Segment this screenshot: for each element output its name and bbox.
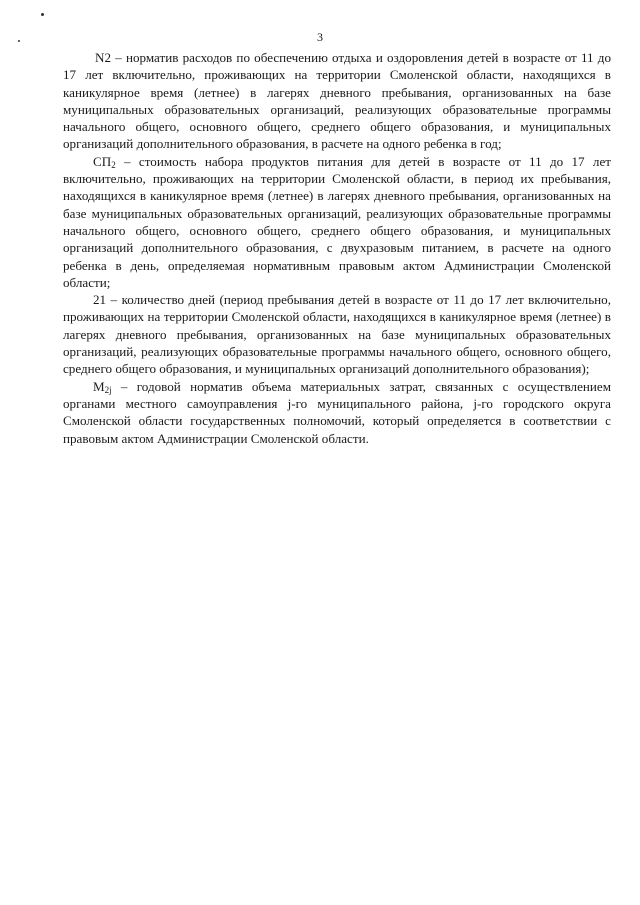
definition-text: – норматив расходов по обеспечению отдыха и оздоровления детей в возрасте от 11 до 17 лет включительно, проживающих на территории Смоленской области, находящихся в каникулярное время (летнее) в лагерях дневного пребывания, организованных на базе муниципальных образовательных организаций, реализующих образовательные программы начального общего, основного общего, среднего общего образования, и муниципальных организаций дополнительного образования, в расчете на одного ребенка в год; [63, 50, 611, 152]
definition-paragraph [63, 378, 611, 447]
scan-speck [41, 13, 44, 16]
definition-paragraph [63, 49, 611, 153]
definition-text: – количество дней (период пребывания детей в возрасте от 11 до 17 лет включительно, проживающих на территории Смоленской области, находящихся в каникулярное время (летнее) в лагерях дневного пребывания, организованных на базе муниципальных образовательных организаций, реализующих образовательные программы начального общего, основного общего, среднего общего образования, и муниципальных организаций дополнительного образования); [63, 292, 611, 377]
formula-symbol-subscript: 2j [104, 384, 112, 395]
formula-symbol: N2 [95, 50, 112, 65]
definition-text: – годовой норматив объема материальных затрат, связанных с осуществлением органами местного самоуправления j-го муниципального района, j-го городского округа Смоленской области государственных полномочий, который определяется в соответствии с правовым актом Администрации Смоленской области. [63, 378, 611, 446]
formula-symbol-subscript: 2 [111, 159, 116, 170]
definition-paragraph [63, 291, 611, 377]
formula-symbol: СП [93, 153, 112, 169]
formula-symbol: М [93, 378, 105, 394]
formula-symbol: 21 [93, 292, 107, 308]
page-number: 3 [317, 30, 323, 44]
definition-text: – стоимость набора продуктов питания для детей в возрасте от 11 до 17 лет включительно, проживающих на территории Смоленской области, в период их пребывания, находящихся в каникулярное время (летнее) в лагерях дневного пребывания, организованных на базе муниципальных образовательных организаций, реализующих образовательные программы начального общего, основного общего, среднего общего образования, и муниципальных организаций дополнительного образования, с двухразовым питанием, в расчете на одного ребенка в день, определяемая нормативным правовым актом Администрации Смоленской области; [63, 153, 611, 290]
definition-paragraph [63, 153, 611, 291]
document-body [63, 49, 611, 447]
